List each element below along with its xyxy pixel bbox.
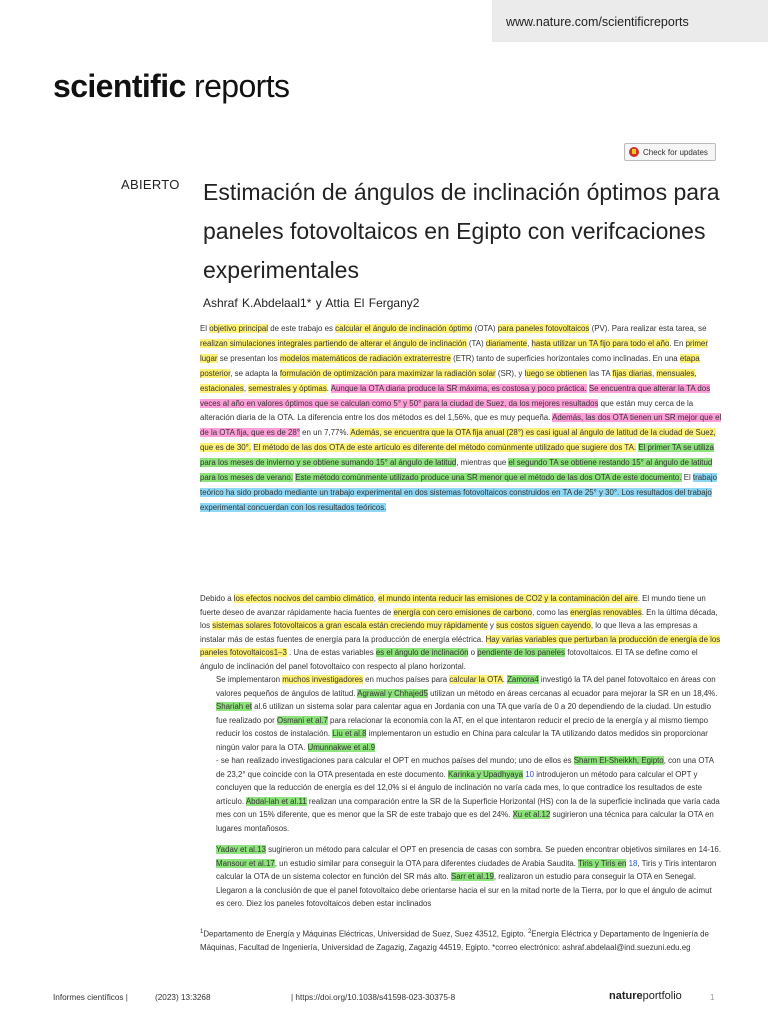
footer-doi[interactable]: | https://doi.org/10.1038/s41598-023-30375-8: [291, 993, 456, 1002]
page-number: 1: [710, 993, 715, 1002]
footer-volume: (2023) 13:3268: [155, 993, 211, 1002]
journal-url[interactable]: www.nature.com/scientificreports: [506, 15, 689, 29]
article-title: Estimación de ángulos de inclinación óptimos para paneles fotovoltaicos en Egipto con verifcaciones experimentales: [203, 179, 720, 283]
journal-logo: scientific reports: [53, 68, 290, 104]
crossmark-icon: [629, 147, 639, 157]
check-updates-label: Check for updates: [643, 147, 708, 157]
nature-portfolio-logo: natureportfolio: [609, 990, 682, 1002]
paragraph-3: - se han realizado investigaciones para calcular el OPT en muchos países del mundo; uno de ellos es Sharm El-Sheikkh, Egipto, con una OTA de 23,2° que coincide con la OTA presentada en este documento. Karinka y Upadhyaya 10 introdujeron un método para calcular el OPT y concluyen que la reducción de energía es del 12,0% si el ángulo de inclinación no varía cada mes, lo que contradice los resultados de este artículo. Abdal-lah et al.11 realizan una comparación entre la SR de la Superficie Horizontal (HS) con la de la superficie inclinada que varía cada mes con un 15% diferente, que es menor que la SR de este trabajo que es del 24%. Xu et al.12 sugirieron una técnica para calcular la OTA en lugares montañosos.: [216, 756, 720, 833]
footer-journal: Informes científicos |: [53, 993, 128, 1002]
article-body: [200, 592, 722, 911]
paragraph-2: Se implementaron muchos investigadores en muchos países para calcular la OTA. Zamora4 investigó la TA del panel fotovoltaico en áreas con valores pequeños de ángulos de latitud. Agrawal y Chhajed5 utilizan un método en áreas cercanas al ecuador para mejorar la SR en un 18,4%. Shariah et al.6 utilizan un sistema solar para calentar agua en Jordania con una TA que varía de 0 a 20 dependiendo de la ciudad. Un estudio fue realizado por Osmani et al.7 para relacionar la economía con la AT, en el que intentaron reducir el precio de la energía y al mismo tiempo reducir los costos de instalación. Liu et al.8 implementaron un estudio en China para calcular la TA utilizando datos medidos sin proporcionar ningún valor para la OTA. Umunnakwe et al.9: [216, 675, 718, 752]
abstract: El objetivo principal de este trabajo es calcular el ángulo de inclinación óptimo (OTA) para paneles fotovoltaicos (PV). Para realizar esta tarea, se realizan simulaciones integrales partiendo de alterar el ángulo de inclinación (TA) diariamente, hasta utilizar un TA fijo para todo el año. En primer lugar se presentan los modelos matemáticos de radiación extraterrestre (ETR) tanto de superficies horizontales como inclinadas. En una etapa posterior, se adapta la formulación de optimización para maximizar la radiación solar (SR), y luego se obtienen las TA fijas diarias, mensuales, estacionales, semestrales y óptimas. Aunque la OTA diaria produce la SR máxima, es costosa y poco práctica. Se encuentra que alterar la TA dos veces al año en valores óptimos que se calculan como 5° y 50° para la ciudad de Suez, da los mejores resultados que están muy cerca de la alteración diaria de la OTA. La diferencia entre los dos métodos es del 1,56%, que es muy pequeña. Además, las dos OTA tienen un SR mejor que el de la OTA fija, que es de 28° en un 7,77%. Además, se encuentra que la OTA fija anual (28°) es casi igual al ángulo de latitud de la ciudad de Suez, que es de 30°. El método de las dos OTA de este artículo es diferente del método comúnmente utilizado que sugiere dos TA. El primer TA se utiliza para los meses de invierno y se obtiene sumando 15° al ángulo de latitud, mientras que el segundo TA se obtiene restando 15° al ángulo de latitud para los meses de verano. Este método comúnmente utilizado produce una SR menor que el método de las dos OTA de este documento. El trabajo teórico ha sido probado mediante un trabajo experimental en dos sistemas fotovoltaicos construidos en TA de 25° y 30°. Los resultados del trabajo experimental concuerdan con los resultados teóricos.: [200, 324, 722, 512]
journal-url-bar: [492, 0, 768, 42]
open-access-label: ABIERTO: [121, 177, 180, 192]
affiliations: $^1$Departamento de Energía y Máquinas Eléctricas, Universidad de Suez, Suez 43512, Egipto. $^2$Energía Eléctrica y Departamento de Ingeniería de Máquinas, Facultad de Ingeniería, Universidad de Zagazig, Zagazig 44519, Egipto. *correo electrónico: ashraf.abdelaal@ind.suezuni.edu.eg: [200, 929, 709, 952]
check-updates-button[interactable]: [624, 143, 716, 161]
article-authors: Ashraf K.Abdelaal1* y Attia El Fergany2: [203, 296, 420, 310]
paragraph-4: Yadav et al.13 sugirieron un método para calcular el OPT en presencia de casas con sombra. Se pueden encontrar objetivos similares en 14-16. Mansour et al.17, un estudio similar para conseguir la OTA para diferentes ciudades de Arabia Saudita. Tiris y Tiris en 18, Tiris y Tiris intentaron calcular la OTA de un sistema colector en función del SR más alto. Sarr et al.19, realizaron un estudio para conseguir la OTA en Senegal. Llegaron a la conclusión de que el panel fotovoltaico debe orientarse hacia el sur en la mitad norte de la Tierra, por lo que el ángulo de acimut es cero. Diez los paneles fotovoltaicos deben estar inclinados: [216, 845, 722, 908]
paragraph-1: Debido a los efectos nocivos del cambio climático, el mundo intenta reducir las emisiones de CO2 y la contaminación del aire. El mundo tiene un fuerte deseo de avanzar rápidamente hacia fuentes de energía con cero emisiones de carbono, como las energías renovables. En la última década, los sistemas solares fotovoltaicos a gran escala están creciendo muy rápidamente y sus costos siguen cayendo, lo que lleva a las empresas a instalar más de estas fuentes de energía para la producción de energía eléctrica. Hay varias variables que perturban la producción de energía de los paneles fotovoltaicos1–3 . Una de estas variables es el ángulo de inclinación o pendiente de los paneles fotovoltaicos. El TA se define como el ángulo de inclinación del panel fotovoltaico con respecto al plano horizontal.: [200, 594, 721, 671]
